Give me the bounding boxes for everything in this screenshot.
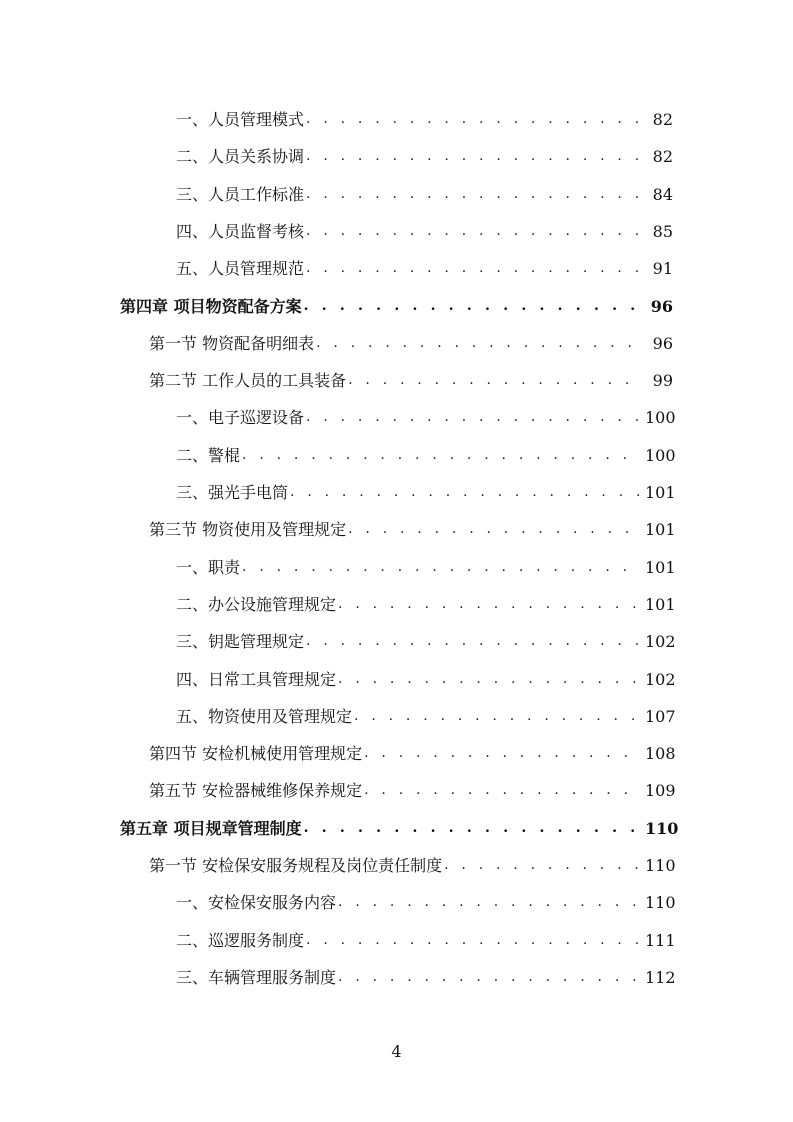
toc-entry-page-number: 110 bbox=[645, 856, 676, 875]
toc-entry-page-number: 100 bbox=[645, 408, 676, 428]
toc-entry-title: 四、人员监督考核 bbox=[176, 221, 305, 241]
dot-leader bbox=[290, 474, 641, 511]
toc-entry-title: 二、巡逻服务制度 bbox=[176, 930, 305, 950]
dot-leader bbox=[338, 661, 641, 698]
toc-entry-page-number: 101 bbox=[645, 520, 676, 540]
dot-leader bbox=[338, 959, 641, 996]
toc-entry-page-number: 102 bbox=[645, 669, 676, 689]
dot-leader bbox=[444, 847, 641, 884]
toc-entry-title: 五、人员管理规范 bbox=[176, 259, 305, 279]
toc-entry-title: 一、职责 bbox=[176, 557, 241, 577]
toc-entry-item[interactable] bbox=[176, 250, 673, 287]
toc-entry-title: 四、日常工具管理规定 bbox=[176, 669, 337, 689]
toc-entry-page-number: 102 bbox=[645, 632, 676, 652]
toc-entry-title: 三、人员工作标准 bbox=[176, 184, 305, 204]
toc-entry-item[interactable] bbox=[176, 474, 676, 511]
dot-leader bbox=[304, 288, 641, 325]
dot-leader bbox=[338, 884, 641, 921]
toc-entry-section[interactable] bbox=[149, 735, 676, 772]
dot-leader bbox=[306, 213, 641, 250]
toc-entry-section[interactable] bbox=[149, 362, 673, 399]
toc-entry-item[interactable] bbox=[176, 959, 676, 996]
toc-entry-page-number: 108 bbox=[645, 744, 676, 764]
toc-entry-item[interactable] bbox=[176, 213, 673, 250]
toc-entry-section[interactable] bbox=[149, 511, 676, 548]
toc-entry-section[interactable] bbox=[149, 325, 673, 362]
toc-entry-item[interactable] bbox=[176, 176, 673, 213]
dot-leader bbox=[306, 176, 641, 213]
toc-entry-page-number: 110 bbox=[645, 893, 676, 913]
toc-entry-title: 二、办公设施管理规定 bbox=[176, 594, 337, 614]
toc-entry-page-number: 82 bbox=[652, 147, 673, 167]
toc-entry-title: 第四章 项目物资配备方案 bbox=[120, 296, 302, 316]
toc-entry-page-number: 101 bbox=[645, 557, 676, 577]
dot-leader bbox=[306, 138, 641, 175]
dot-leader bbox=[306, 101, 641, 138]
toc-entry-page-number: 100 bbox=[645, 445, 676, 465]
toc-entry-item[interactable] bbox=[176, 101, 673, 138]
toc-entry-page-number: 96 bbox=[650, 296, 673, 316]
toc-entry-title: 第一节 物资配备明细表 bbox=[149, 333, 315, 353]
toc-entry-page-number: 109 bbox=[645, 781, 676, 801]
dot-leader bbox=[242, 549, 641, 586]
dot-leader bbox=[316, 325, 641, 362]
dot-leader bbox=[354, 698, 641, 735]
toc-entry-title: 三、钥匙管理规定 bbox=[176, 632, 305, 652]
dot-leader bbox=[364, 772, 641, 809]
toc-entry-item[interactable] bbox=[176, 399, 676, 436]
toc-entry-page-number: 84 bbox=[652, 184, 673, 204]
toc-entry-title: 二、警棍 bbox=[176, 445, 241, 465]
toc-entry-item[interactable] bbox=[176, 698, 676, 735]
toc-entry-item[interactable] bbox=[176, 586, 676, 623]
dot-leader bbox=[348, 362, 641, 399]
toc-entry-page-number: 112 bbox=[645, 967, 676, 987]
dot-leader bbox=[306, 922, 641, 959]
dot-leader bbox=[364, 735, 641, 772]
toc-entry-item[interactable] bbox=[176, 661, 676, 698]
dot-leader bbox=[306, 250, 641, 287]
toc-entry-title: 第三节 物资使用及管理规定 bbox=[149, 520, 347, 540]
toc-entry-title: 第五节 安检器械维修保养规定 bbox=[149, 781, 363, 801]
toc-entry-title: 五、物资使用及管理规定 bbox=[176, 706, 353, 726]
toc-entry-title: 三、强光手电筒 bbox=[176, 483, 289, 502]
toc-entry-item[interactable] bbox=[176, 884, 676, 921]
toc-entry-page-number: 96 bbox=[652, 333, 673, 353]
toc-entry-title: 第二节 工作人员的工具装备 bbox=[149, 371, 347, 391]
toc-entry-page-number: 91 bbox=[652, 259, 673, 279]
toc-entry-title: 第四节 安检机械使用管理规定 bbox=[149, 744, 363, 764]
dot-leader bbox=[348, 511, 641, 548]
toc-entry-title: 一、电子巡逻设备 bbox=[176, 408, 305, 428]
toc-entry-title: 一、安检保安服务内容 bbox=[176, 893, 337, 913]
toc-entry-page-number: 99 bbox=[652, 371, 673, 391]
toc-entry-page-number: 85 bbox=[652, 221, 673, 241]
dot-leader bbox=[338, 586, 641, 623]
toc-entry-item[interactable] bbox=[176, 623, 676, 660]
toc-entry-page-number: 110 bbox=[645, 818, 679, 838]
toc-entry-title: 第五章 项目规章管理制度 bbox=[120, 818, 302, 838]
toc-entry-page-number: 101 bbox=[645, 483, 676, 502]
page-number: 4 bbox=[391, 1042, 402, 1061]
dot-leader bbox=[242, 437, 641, 474]
dot-leader bbox=[306, 399, 641, 436]
toc-entry-page-number: 107 bbox=[645, 706, 676, 726]
toc-entry-item[interactable] bbox=[176, 922, 676, 959]
toc-entry-item[interactable] bbox=[176, 437, 676, 474]
dot-leader bbox=[306, 623, 641, 660]
toc-entry-chapter[interactable] bbox=[120, 810, 679, 847]
toc-entry-section[interactable] bbox=[149, 772, 676, 809]
dot-leader bbox=[304, 810, 641, 847]
toc-entry-page-number: 82 bbox=[652, 110, 673, 129]
toc-entry-chapter[interactable] bbox=[120, 288, 673, 325]
toc-entry-title: 三、车辆管理服务制度 bbox=[176, 967, 337, 987]
toc-entry-page-number: 101 bbox=[645, 594, 676, 614]
toc-entry-title: 二、人员关系协调 bbox=[176, 147, 305, 167]
toc-entry-page-number: 111 bbox=[645, 930, 676, 950]
toc-entry-section[interactable] bbox=[149, 847, 676, 884]
toc-entry-item[interactable] bbox=[176, 138, 673, 175]
toc-entry-title: 第一节 安检保安服务规程及岗位责任制度 bbox=[149, 856, 443, 875]
toc-entry-item[interactable] bbox=[176, 549, 676, 586]
toc-entry-title: 一、人员管理模式 bbox=[176, 110, 305, 129]
